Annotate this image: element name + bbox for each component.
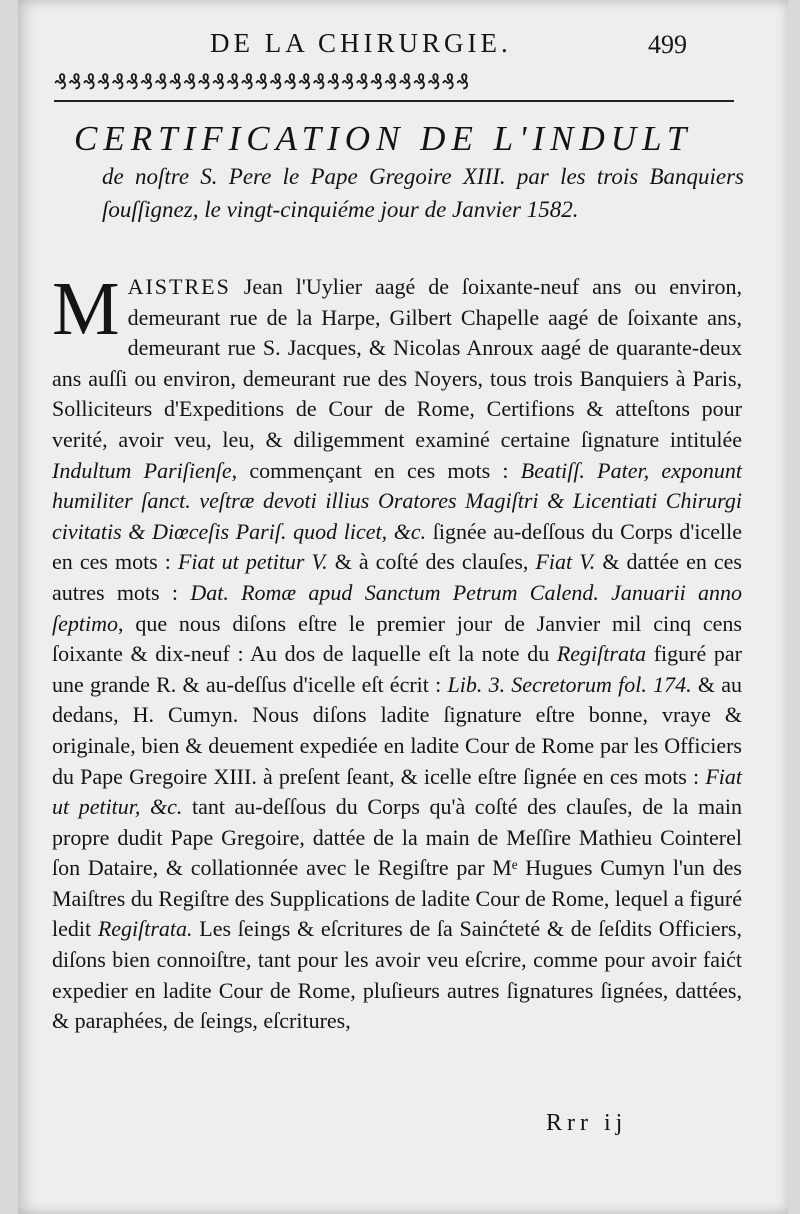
running-head-title: DE LA CHIRURGIE. (210, 28, 512, 58)
body-text (52, 267, 743, 1037)
text-segment: figuré par une grande R. & au-deſſus d'icelle eſt écrit : (52, 641, 742, 697)
drop-cap: M (52, 267, 120, 351)
text-segment: & à coſté des clauſes, (327, 549, 536, 575)
latin-quote: Fiat V. (535, 549, 596, 575)
page-number: 499 (648, 30, 687, 59)
text-segment: & au dedans, (52, 671, 742, 728)
text-segment: & dattée en ces autres mots : (52, 549, 742, 605)
text-segment: Les ſeings & eſcritures de ſa Sainćteté & de ſeſdits Officiers, diſons bien connoiſtre, tant pour les avoir veu eſcrire, comme pour avoir faićt expedier en ladite Cour de Rome, pluſieurs autres ſignatures ſignées, dattées, & paraphées, de ſeings, eſcritures, (52, 916, 742, 1034)
signature-name: H. Cumyn. (132, 702, 239, 728)
text-segment: ſignée au-deſſous du Corps d'icelle en ces mots : (52, 518, 742, 575)
heading-title: CERTIFICATION DE L'INDULT (74, 119, 693, 158)
latin-quote: Lib. 3. Secretorum fol. 174. (447, 671, 692, 697)
text-segment: tant au-deſſous du Corps qu'à coſté des clauſes, de la main propre dudit Pape Gregoire, dattée de la main de Meſſire Mathieu Cointerel ſon Dataire, & collationnée avec le Regiſtre par Mᵉ Hugues Cumyn l'un des Maiſtres du Regiſtre des Supplications de ladite Cour de Rome, lequel a figuré ledit (52, 794, 743, 942)
latin-quote: Beatiſſ. Pater, exponunt humiliter ſanct. veſtræ devoti illius Oratores Magiſtri & Licentiati Chirurgi civitatis & Diœceſis Pariſ. quod licet, &c. (52, 457, 742, 544)
text-segment: Jean l'Uylier aagé de ſoixante-neuf ans ou environ, demeurant rue de la Harpe, Gilbert Chapelle aagé de ſoixante ans, demeurant rue S. Jacques, & Nicolas Anroux aagé de quarante-deux ans auſſi ou environ, demeurant rue des Noyers, tous trois Banquiers à Paris, Solliciteurs d'Expeditions de Cour de Rome, Certifions & atteſtons pour verité, avoir veu, leu, & diligemment examiné certaine ſignature intitulée (52, 274, 742, 452)
latin-quote: Fiat ut petitur, &c. (52, 763, 742, 820)
text-segment: , que nous diſons eſtre le premier jour de Janvier mil cinq cens ſoixante & dix-neuf : Au dos de laquelle eſt la note du (52, 610, 742, 667)
catchword: Rrr ij (546, 1110, 628, 1136)
heading-subtitle: de noſtre S. Pere le Pape Gregoire XIII. par les trois Banquiers ſouſſignez, le vingt-cinquiéme jour de Janvier 1582. (102, 164, 744, 222)
latin-quote: Dat. Romæ apud Sanctum Petrum Calend. Januarii anno ſeptimo (52, 579, 742, 636)
text-segment: Nous diſons ladite ſignature eſtre bonne, vraye & originale, bien & deuement expediée en ladite Cour de Rome par les Officiers du Pape Gregoire XIII. à preſent ſeant, & icelle eſtre ſignée en ces mots : (52, 702, 742, 789)
section-heading (74, 118, 744, 226)
latin-term: Regiſtrata (556, 641, 647, 667)
running-head (18, 22, 788, 62)
latin-term: Regiſtrata. (97, 916, 193, 942)
latin-quote: Fiat ut petitur V. (177, 549, 328, 575)
text-segment: , commençant en ces mots : (231, 457, 521, 483)
lead-word: AISTRES (127, 274, 231, 299)
book-page (18, 0, 788, 1214)
decorative-ornament-band: ₰₰₰₰₰₰₰₰₰₰₰₰₰₰₰₰₰₰₰₰₰₰₰₰₰₰₰₰₰ (54, 70, 734, 102)
latin-title: Indultum Pariſienſe (52, 457, 232, 483)
